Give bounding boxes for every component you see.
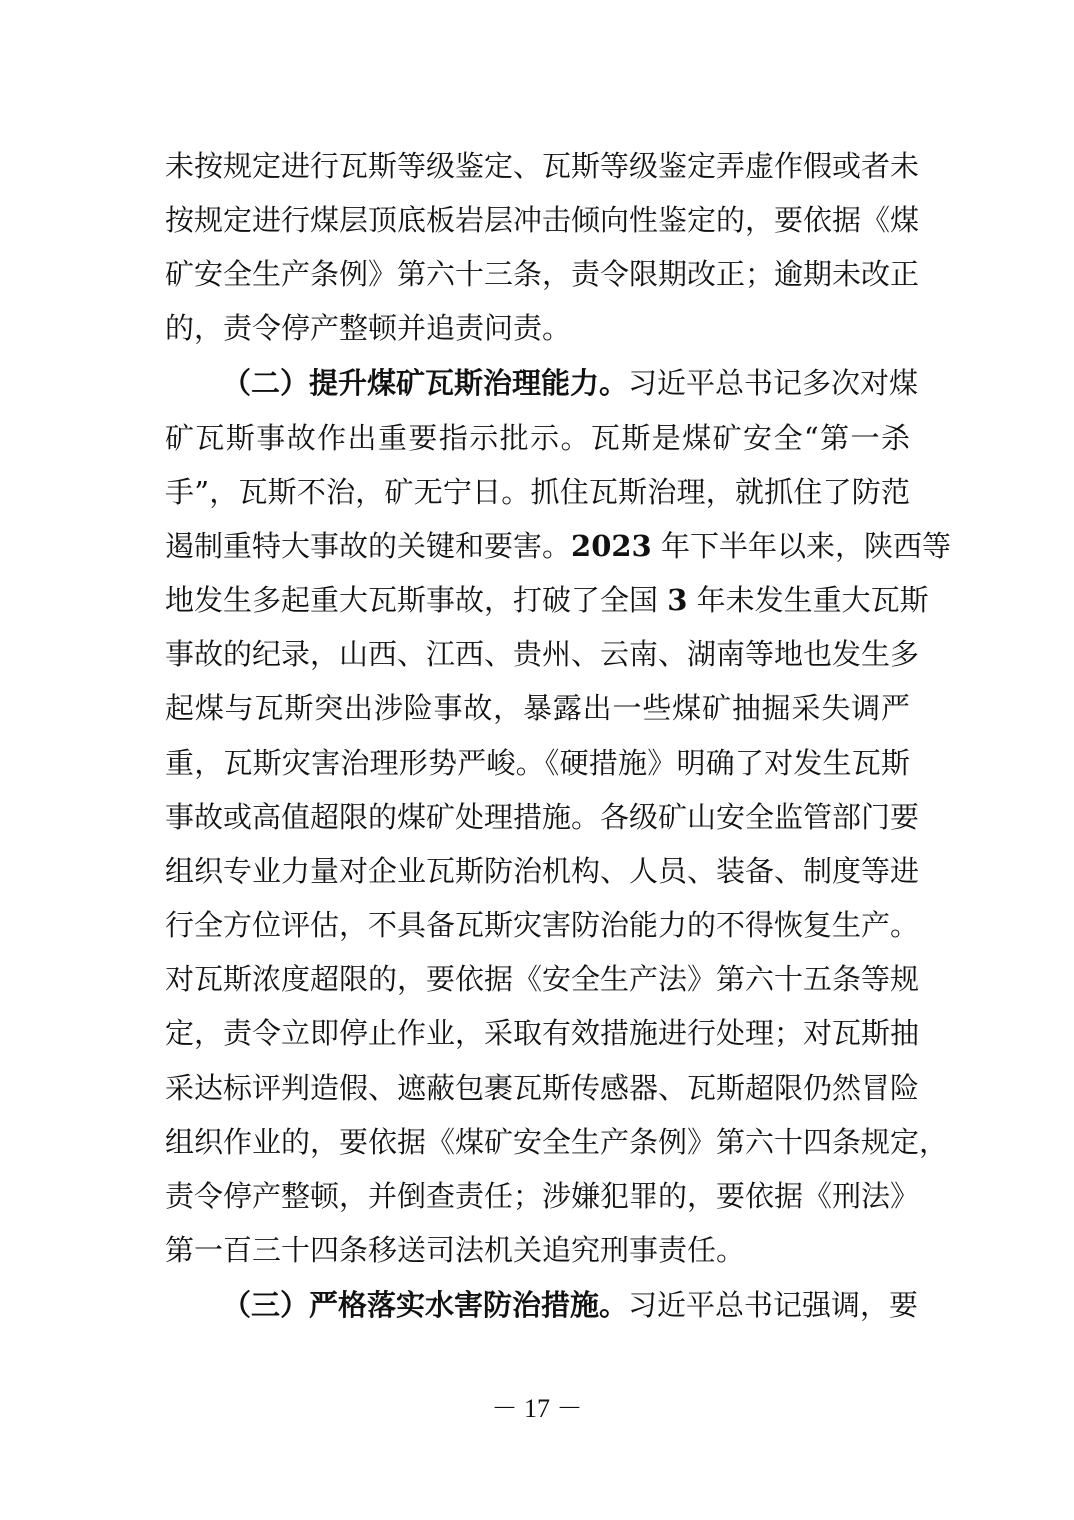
text-line: 重，瓦斯灾害治理形势严峻。《硬措施》明确了对发生瓦斯	[165, 746, 910, 780]
text-line: 采达标评判造假、遮蔽包裹瓦斯传感器、瓦斯超限仍然冒险	[165, 1071, 920, 1105]
text-line: 未按规定进行瓦斯等级鉴定、瓦斯等级鉴定弄虚作假或者未	[165, 149, 920, 183]
text-segment: 年下半年以来，陕西等	[651, 529, 951, 563]
text-line: 事故的纪录，山西、江西、贵州、云南、湖南等地也发生多	[165, 637, 920, 671]
text-segment: 遏制重特大事故的关键和要害。	[165, 529, 572, 563]
year-value: 2023	[571, 529, 652, 563]
text-line: 事故或高值超限的煤矿处理措施。各级矿山安全监管部门要	[165, 800, 920, 834]
text-line: 第一百三十四条移送司法机关追究刑事责任。	[165, 1233, 746, 1267]
page-number: － 17 －	[491, 1394, 583, 1423]
text-line-with-number	[165, 580, 929, 620]
section-3-text: 习近平总书记强调，要	[628, 1288, 919, 1322]
text-line-with-year	[165, 526, 951, 566]
text-line: 组织专业力量对企业瓦斯防治机构、人员、装备、制度等进	[165, 854, 920, 888]
text-line: 行全方位评估，不具备瓦斯灾害防治能力的不得恢复生产。	[165, 908, 920, 942]
text-line: 矿瓦斯事故作出重要指示批示。瓦斯是煤矿安全“第一杀	[165, 421, 910, 455]
section-2-heading: （二）提升煤矿瓦斯治理能力。	[222, 366, 629, 400]
text-line: 责令停产整顿，并倒查责任；涉嫌犯罪的，要依据《刑法》	[165, 1179, 920, 1213]
number-value: 3	[667, 583, 688, 617]
text-line: 矿安全生产条例》第六十三条，责令限期改正；逾期未改正	[165, 257, 920, 291]
text-line: 按规定进行煤层顶底板岩层冲击倾向性鉴定的，要依据《煤	[165, 203, 920, 237]
text-segment: 年未发生重大瓦斯	[687, 583, 929, 617]
text-segment: 地发生多起重大瓦斯事故，打破了全国	[165, 583, 668, 617]
text-line: 手”，瓦斯不治，矿无宁日。抓住瓦斯治理，就抓住了防范	[165, 475, 910, 509]
section-2-text: 习近平总书记多次对煤	[628, 366, 919, 400]
section-3-heading: （三）严格落实水害防治措施。	[222, 1288, 629, 1322]
text-line: 对瓦斯浓度超限的，要依据《安全生产法》第六十五条等规	[165, 962, 920, 996]
text-line: 组织作业的，要依据《煤矿安全生产条例》第六十四条规定，	[165, 1125, 949, 1159]
text-line: 定，责令立即停止作业，采取有效措施进行处理；对瓦斯抽	[165, 1016, 920, 1050]
section-2-first-line	[222, 363, 919, 403]
text-line: 的，责令停产整顿并追责问责。	[165, 311, 572, 345]
section-3-first-line	[222, 1285, 919, 1325]
text-line: 起煤与瓦斯突出涉险事故，暴露出一些煤矿抽掘采失调严	[165, 691, 910, 725]
